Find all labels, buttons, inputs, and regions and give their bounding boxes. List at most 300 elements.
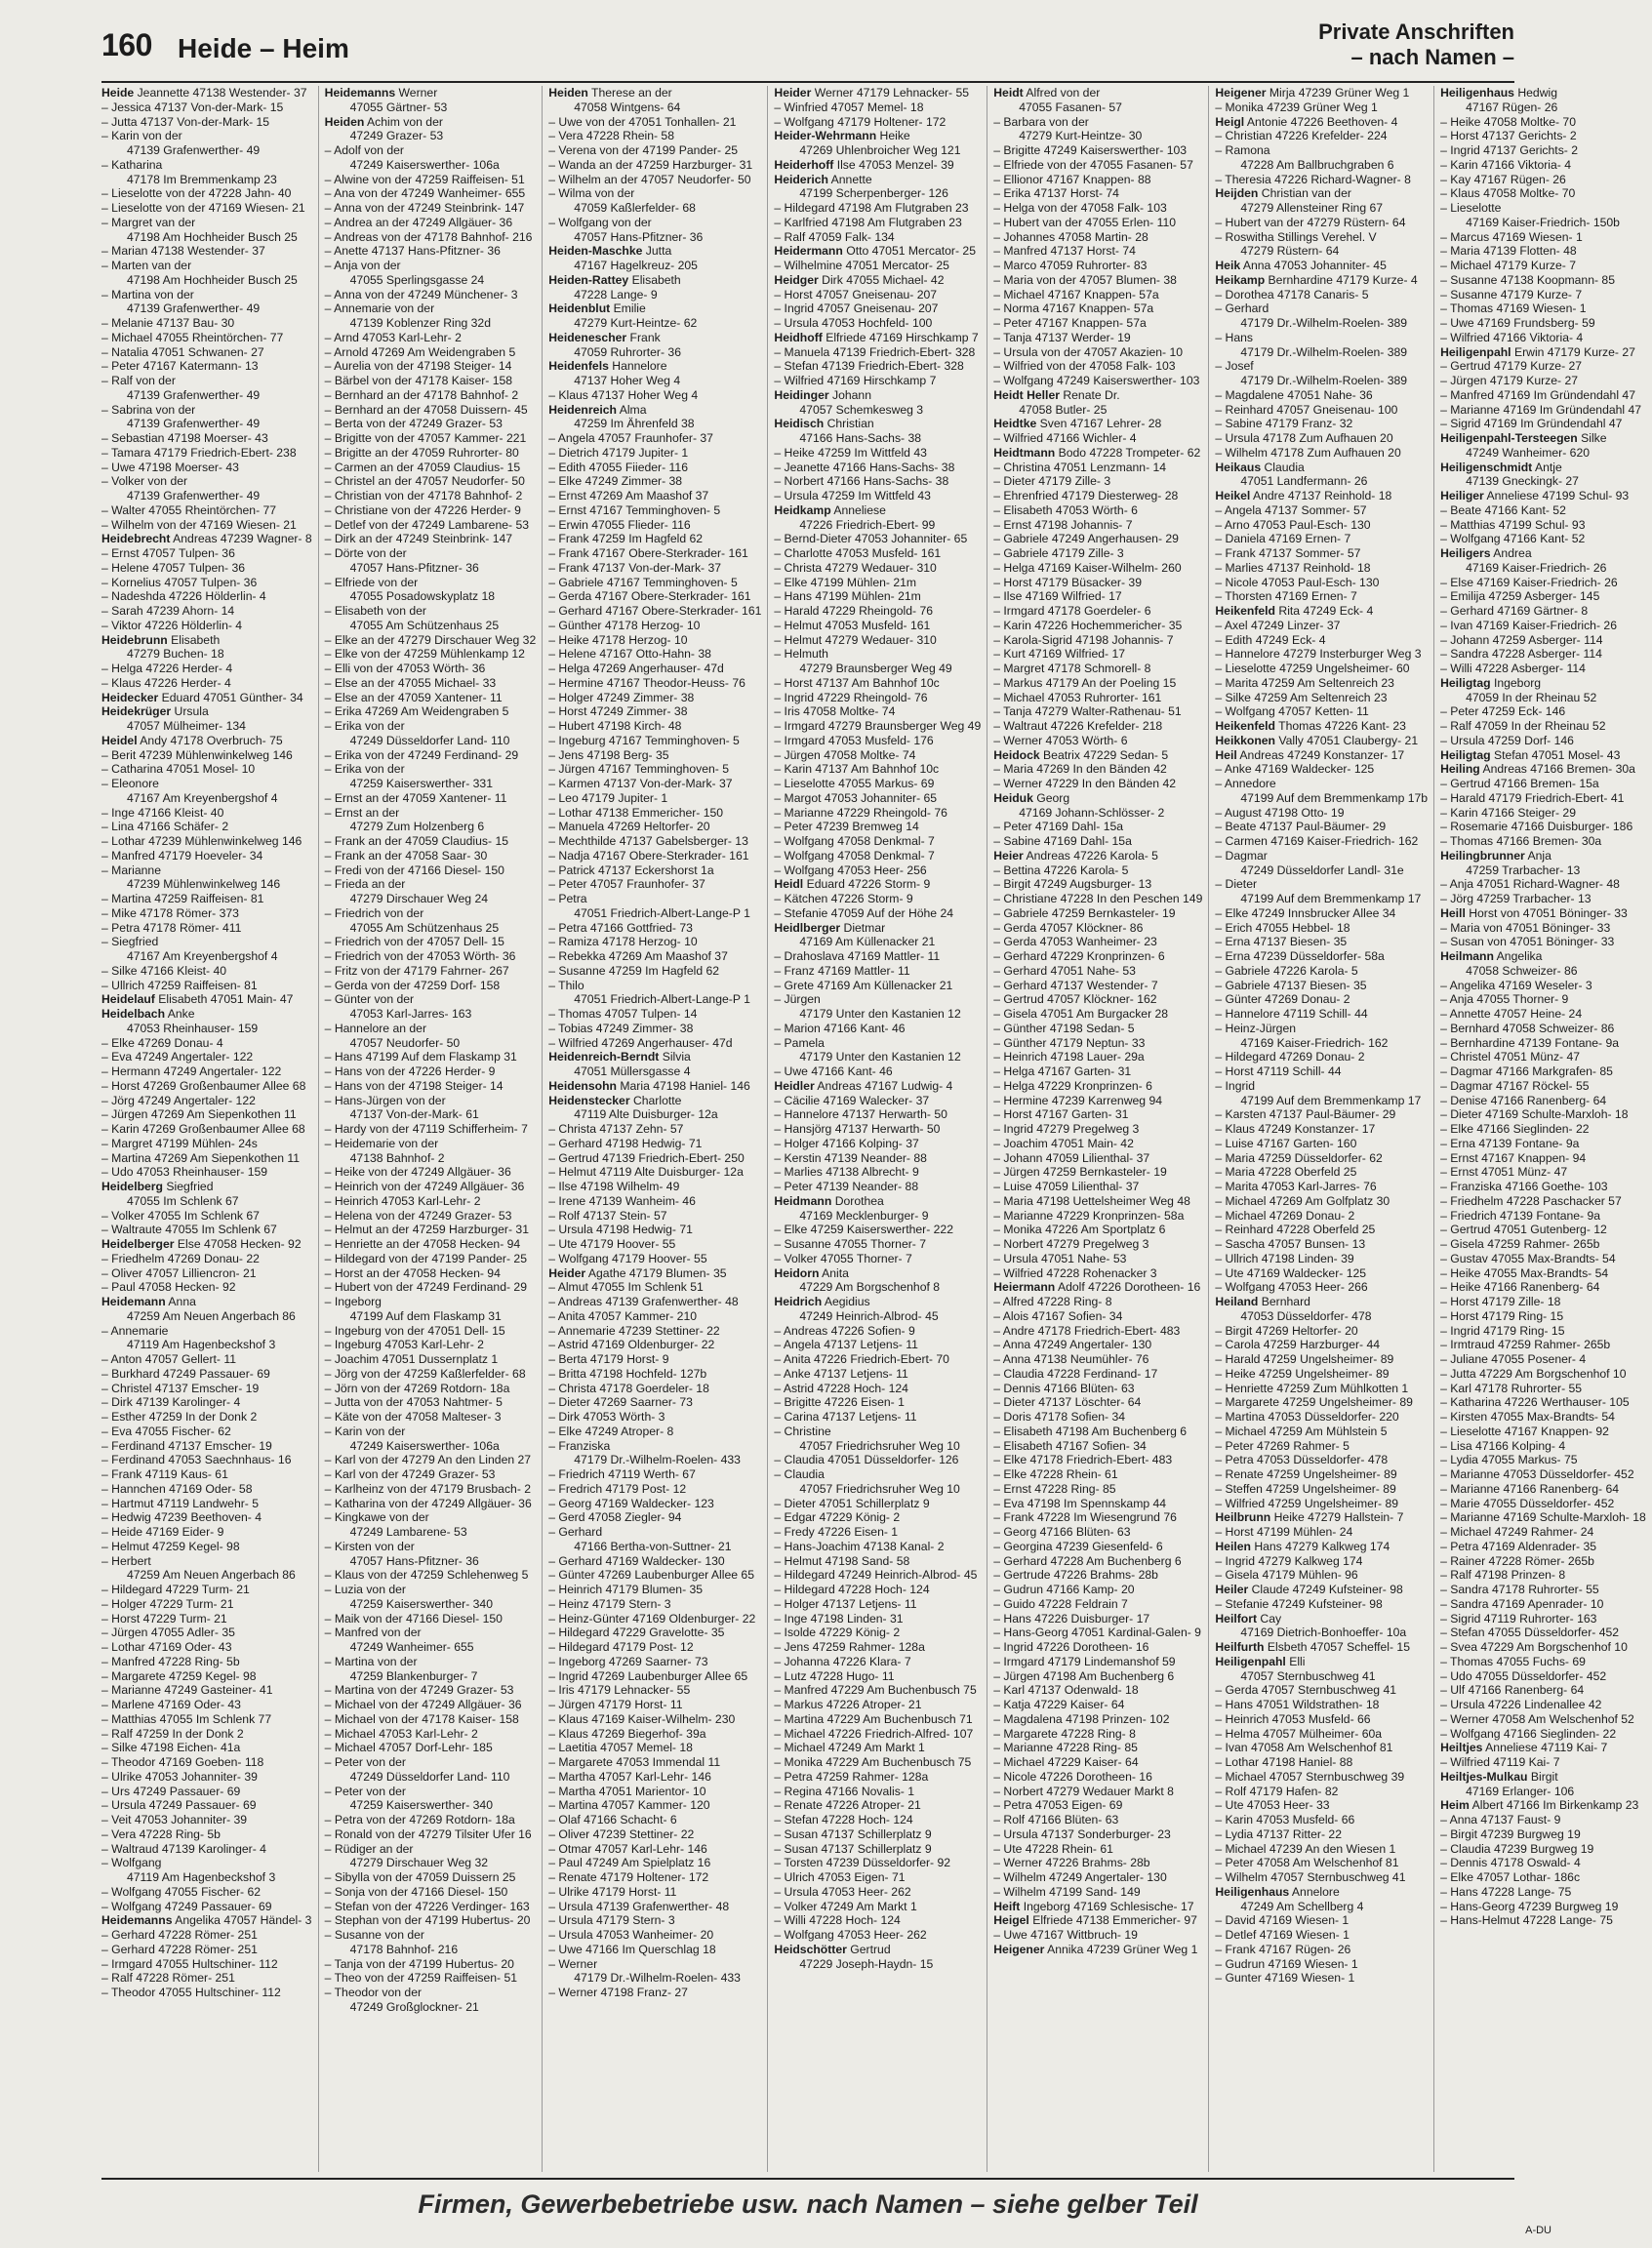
listing-entry: – Ernst 47228 Ring- 85 bbox=[993, 1481, 1116, 1496]
surname: Heiden bbox=[324, 114, 365, 129]
listing-entry: – Ingrid 47279 Kalkweg 174 bbox=[1215, 1553, 1363, 1568]
footer-rule bbox=[101, 2178, 1514, 2180]
surname: Heigl bbox=[1215, 114, 1245, 129]
listing-entry: – Veit 47053 Johanniter- 39 bbox=[101, 1813, 248, 1826]
listing-entry: – Tanja von der 47199 Hubertus- 20 bbox=[324, 1956, 514, 1971]
listing-entry: – Thomas 47057 Tulpen- 14 bbox=[548, 1007, 698, 1021]
listing-entry: – Lothar 47198 Haniel- 88 bbox=[1215, 1755, 1353, 1769]
listing-entry: – Ralf 47228 Römer- 251 bbox=[101, 1971, 235, 1986]
listing-entry: – Ulrike 47179 Horst- 11 bbox=[548, 1884, 677, 1899]
listing-entry: – Verena von der 47199 Pander- 25 bbox=[548, 143, 739, 157]
listing-entry: – Sibylla von der 47059 Duissern 25 bbox=[324, 1870, 516, 1884]
listing-entry: – Martina von der 47249 Grazer- 53 bbox=[324, 1683, 514, 1698]
address-continuation: 47139 Koblenzer Ring 32d bbox=[349, 316, 491, 330]
address-continuation: 47053 Düsseldorfer- 478 bbox=[1240, 1308, 1372, 1323]
listing-entry: – Birgit 47249 Augsburger- 13 bbox=[993, 877, 1152, 892]
listing-entry: – Willi 47228 Hoch- 124 bbox=[774, 1913, 901, 1928]
listing-entry: – Annemarie 47239 Stettiner- 22 bbox=[548, 1323, 720, 1338]
listing-entry: – Heike 47259 Ungelsheimer- 89 bbox=[1215, 1366, 1390, 1381]
listing-entry: – Renate 47179 Holtener- 172 bbox=[548, 1870, 709, 1884]
listing-entry: – Franz 47169 Mattler- 11 bbox=[774, 963, 910, 978]
address-continuation: 47229 Joseph-Haydn- 15 bbox=[799, 1956, 934, 1971]
listing-entry: – Helmut 47119 Alte Duisburger- 12a bbox=[548, 1165, 744, 1180]
listing-entry: – Dietrich 47179 Jupiter- 1 bbox=[548, 445, 689, 460]
surname: Heidtke bbox=[993, 417, 1037, 431]
listing-entry: – Arnd 47053 Karl-Lehr- 2 bbox=[324, 330, 462, 344]
listing-entry: – Karin 47166 Viktoria- 4 bbox=[1440, 157, 1572, 172]
listing-entry: – Rolf 47137 Stein- 57 bbox=[548, 1208, 667, 1223]
listing-entry: – Christina 47051 Lenzmann- 14 bbox=[993, 460, 1167, 474]
surname: Heilfort bbox=[1215, 1611, 1258, 1626]
surname-entry: Heidenescher Frank bbox=[548, 330, 661, 344]
surname-entry: Heider Werner 47179 Lehnacker- 55 bbox=[774, 86, 970, 100]
listing-entry: – Helga 47169 Kaiser-Wilhelm- 260 bbox=[993, 560, 1182, 575]
surname-entry: Heigel Elfriede 47138 Emmericher- 97 bbox=[993, 1913, 1197, 1928]
listing-entry: – Anja von der bbox=[324, 259, 401, 272]
listing-entry: – Tobias 47249 Zimmer- 38 bbox=[548, 1021, 694, 1035]
surname-entry: Heidenstecker Charlotte bbox=[548, 1093, 682, 1107]
listing-entry: – Tanja 47137 Werder- 19 bbox=[993, 330, 1131, 344]
surname-entry: Heiltjes Anneliese 47119 Kai- 7 bbox=[1440, 1741, 1608, 1755]
listing-column-5 bbox=[987, 86, 1208, 2172]
listing-entry: – Marlene 47169 Oder- 43 bbox=[101, 1698, 241, 1711]
surname: Heider bbox=[548, 1265, 586, 1280]
listing-entry: – Hannelore 47279 Insterburger Weg 3 bbox=[1215, 647, 1422, 662]
surname-entry: Heiligenschmidt Antje bbox=[1440, 460, 1562, 474]
listing-entry: – Helga 47269 Angerhauser- 47d bbox=[548, 662, 724, 675]
listing-entry: – Dirk an der 47249 Steinbrink- 147 bbox=[324, 532, 513, 546]
listing-entry: – Britta 47198 Hochfeld- 127b bbox=[548, 1366, 707, 1381]
address-continuation: 47279 Allensteiner Ring 67 bbox=[1240, 201, 1384, 215]
surname-entry: Heidrich Aegidius bbox=[774, 1295, 870, 1308]
listing-entry: – Kirsten von der bbox=[324, 1539, 415, 1553]
listing-entry: – Gerda 47057 Sternbuschweg 41 bbox=[1215, 1683, 1397, 1698]
surname-entry: Heidenreich-Berndt Silvia bbox=[548, 1050, 691, 1064]
listing-entry: – Helmut 47198 Sand- 58 bbox=[774, 1553, 910, 1568]
listing-entry: – Ingrid 47279 Pregelweg 3 bbox=[993, 1122, 1140, 1136]
listing-entry: – Lieselotte bbox=[1440, 201, 1502, 215]
listing-entry: – Isolde 47229 König- 2 bbox=[774, 1626, 901, 1640]
address-continuation: 47169 Am Küllenacker 21 bbox=[799, 935, 936, 949]
surname: Heiligers bbox=[1440, 546, 1491, 560]
listing-entry: – Harald 47229 Rheingold- 76 bbox=[774, 604, 934, 618]
listing-entry: – Ilse 47169 Wilfried- 17 bbox=[993, 589, 1122, 604]
surname: Heidtmann bbox=[993, 445, 1056, 460]
listing-entry: – Wilfried 47169 Hirschkamp 7 bbox=[774, 374, 937, 387]
listing-entry: – Helmuth bbox=[774, 647, 828, 662]
listing-entry: – Michael 47057 Sternbuschweg 39 bbox=[1215, 1769, 1405, 1784]
listing-entry: – Berta von der 47249 Grazer- 53 bbox=[324, 417, 503, 431]
address-continuation: 47249 Kaiserswerther- 106a bbox=[349, 1438, 500, 1453]
listing-entry: – Michael 47226 Friedrich-Alfred- 107 bbox=[774, 1726, 974, 1741]
listing-entry: – Dirk 47139 Karolinger- 4 bbox=[101, 1395, 241, 1410]
listing-entry: – Hans-Helmut 47228 Lange- 75 bbox=[1440, 1913, 1613, 1928]
address-continuation: 47179 Unter den Kastanien 12 bbox=[799, 1050, 961, 1064]
address-continuation: 47228 Lange- 9 bbox=[574, 287, 658, 301]
listing-entry: – Detlef 47169 Wiesen- 1 bbox=[1215, 1928, 1350, 1942]
listing-entry: – Martina 47057 Kammer- 120 bbox=[548, 1798, 710, 1813]
listing-entry: – Claudia 47239 Burgweg 19 bbox=[1440, 1841, 1594, 1856]
listing-entry: – Oliver 47239 Stettiner- 22 bbox=[548, 1826, 695, 1841]
listing-entry: – Arnold 47269 Am Weidengraben 5 bbox=[324, 344, 516, 359]
listing-entry: – Anja 47055 Thorner- 9 bbox=[1440, 992, 1569, 1007]
listing-entry: – Karin 47053 Musfeld- 66 bbox=[1215, 1813, 1355, 1826]
listing-entry: – Irmgard 47178 Goerdeler- 6 bbox=[993, 604, 1151, 618]
listing-entry: – Hans 47228 Lange- 75 bbox=[1440, 1884, 1572, 1899]
surname-entry: Heidl Eduard 47226 Storm- 9 bbox=[774, 877, 931, 892]
listing-entry: – Ursula 47139 Grafenwerther- 48 bbox=[548, 1899, 730, 1913]
listing-entry: – Elke 47057 Lothar- 186c bbox=[1440, 1870, 1581, 1884]
listing-entry: – Lieselotte 47167 Knappen- 92 bbox=[1440, 1424, 1609, 1438]
listing-entry: – Ullrich 47259 Raiffeisen- 81 bbox=[101, 978, 258, 992]
listing-entry: – Ute 47053 Heer- 33 bbox=[1215, 1798, 1330, 1813]
listing-entry: – Ingrid 47179 Ring- 15 bbox=[1440, 1323, 1565, 1338]
address-continuation: 47178 Im Bremmenkamp 23 bbox=[127, 172, 277, 186]
listing-entry: – Erika 47269 Am Weidengraben 5 bbox=[324, 704, 509, 719]
listing-entry: – Jürgen 47259 Bernkasteler- 19 bbox=[993, 1165, 1167, 1180]
surname: Heilingbrunner bbox=[1440, 848, 1525, 863]
listing-entry: – Klaus 47169 Kaiser-Wilhelm- 230 bbox=[548, 1711, 736, 1726]
listing-entry: – Ursula 47198 Hedwig- 71 bbox=[548, 1223, 693, 1237]
surname-entry: Heikenfeld Rita 47249 Eck- 4 bbox=[1215, 604, 1374, 618]
listing-entry: – Wilma von der bbox=[548, 186, 635, 201]
listing-entry: – Theresia 47226 Richard-Wagner- 8 bbox=[1215, 172, 1411, 186]
listing-entry: – Anna 47249 Angertaler- 130 bbox=[993, 1338, 1152, 1352]
surname: Heiligenpahl bbox=[1215, 1654, 1286, 1668]
listing-entry: – Maria 47228 Oberfeld 25 bbox=[1215, 1165, 1357, 1180]
listing-entry: – Aurelia von der 47198 Steiger- 14 bbox=[324, 359, 512, 374]
listing-entry: – Lothar 47239 Mühlenwinkelweg 146 bbox=[101, 834, 302, 848]
address-continuation: 47169 Kaiser-Friedrich- 162 bbox=[1240, 1035, 1389, 1050]
address-continuation: 47137 Von-der-Mark- 61 bbox=[349, 1107, 479, 1122]
listing-entry: – Manfred 47228 Ring- 5b bbox=[101, 1654, 240, 1668]
listing-entry: – Markus 47226 Atroper- 21 bbox=[774, 1698, 922, 1711]
listing-entry: – Andreas 47226 Sofien- 9 bbox=[774, 1323, 915, 1338]
listing-entry: – Vera 47228 Rhein- 58 bbox=[548, 129, 674, 143]
listing-entry: – Hildegard 47229 Turm- 21 bbox=[101, 1583, 250, 1596]
listing-entry: – Mechthilde 47137 Gabelsberger- 13 bbox=[548, 834, 748, 848]
listing-entry: – Andrea an der 47249 Allgäuer- 36 bbox=[324, 215, 513, 229]
listing-entry: – Susanne 47259 Im Hagfeld 62 bbox=[548, 963, 720, 978]
listing-entry: – Waltraut 47226 Krefelder- 218 bbox=[993, 719, 1163, 733]
surname: Heikaus bbox=[1215, 460, 1262, 474]
surname-entry: Heidock Beatrix 47229 Sedan- 5 bbox=[993, 747, 1169, 762]
listing-entry: – Beate 47137 Paul-Bäumer- 29 bbox=[1215, 820, 1387, 834]
address-continuation: 47259 Am Neuen Angerbach 86 bbox=[127, 1568, 296, 1583]
address-continuation: 47198 Am Hochheider Busch 25 bbox=[127, 272, 298, 287]
listing-entry: – Wolfgang 47057 Ketten- 11 bbox=[1215, 704, 1369, 719]
listing-entry: – Lothar 47138 Emmericher- 150 bbox=[548, 805, 724, 820]
listing-entry: – Wilhelm an der 47057 Neudorfer- 50 bbox=[548, 172, 751, 186]
address-continuation: 47055 Posadowskyplatz 18 bbox=[349, 589, 496, 604]
listing-entry: – Kätchen 47226 Storm- 9 bbox=[774, 892, 913, 905]
listing-entry: – Sabine 47169 Dahl- 15a bbox=[993, 834, 1132, 848]
listing-entry: – Claudia 47228 Ferdinand- 17 bbox=[993, 1366, 1158, 1381]
listing-entry: – Werner 47058 Am Welschenhof 52 bbox=[1440, 1711, 1634, 1726]
listing-entry: – Annemarie bbox=[101, 1323, 169, 1338]
listing-entry: – Norbert 47166 Hans-Sachs- 38 bbox=[774, 474, 949, 489]
surname-entry: Heift Ingeborg 47169 Schlesische- 17 bbox=[993, 1899, 1194, 1913]
surname: Heidhoff bbox=[774, 330, 823, 344]
listing-entry: – Elke 47178 Friedrich-Ebert- 483 bbox=[993, 1453, 1173, 1467]
listing-column-1 bbox=[101, 86, 318, 2172]
listing-entry: – Friedhelm 47269 Donau- 22 bbox=[101, 1251, 260, 1265]
listing-entry: – Sonja von der 47166 Diesel- 150 bbox=[324, 1884, 508, 1899]
listing-entry: – Anke 47137 Letjens- 11 bbox=[774, 1366, 908, 1381]
listing-entry: – Horst 47229 Turm- 21 bbox=[101, 1611, 227, 1626]
listing-entry: – Ute 47228 Rhein- 61 bbox=[993, 1841, 1113, 1856]
listing-entry: – Elke von der 47259 Mühlenkamp 12 bbox=[324, 647, 525, 662]
listing-entry: – Tamara 47179 Friedrich-Ebert- 238 bbox=[101, 445, 297, 460]
listing-entry: – Martina 47053 Düsseldorfer- 220 bbox=[1215, 1410, 1399, 1424]
listing-entry: – Heinz-Jürgen bbox=[1215, 1021, 1297, 1035]
listing-entry: – Gisela 47259 Rahmer- 265b bbox=[1440, 1237, 1600, 1251]
listing-entry: – Anita 47226 Friedrich-Ebert- 70 bbox=[774, 1352, 949, 1366]
listing-entry: – Svea 47229 Am Borgschenhof 10 bbox=[1440, 1640, 1628, 1654]
listing-entry: – Christiane von der 47226 Herder- 9 bbox=[324, 502, 521, 517]
listing-entry: – Reinhard 47228 Oberfeld 25 bbox=[1215, 1223, 1376, 1237]
listing-entry: – Ferdinand 47137 Emscher- 19 bbox=[101, 1438, 272, 1453]
listing-entry: – Horst 47269 Großenbaumer Allee 68 bbox=[101, 1078, 306, 1093]
listing-entry: – Marlies 47137 Reinhold- 18 bbox=[1215, 560, 1371, 575]
listing-entry: – Frank 47167 Rügen- 26 bbox=[1215, 1942, 1351, 1956]
listing-entry: – Maria 47198 Uettelsheimer Weg 48 bbox=[993, 1193, 1190, 1208]
listing-entry: – Hubert van der 47279 Rüstern- 64 bbox=[1215, 215, 1406, 229]
listing-entry: – Dieter 47169 Schulte-Marxloh- 18 bbox=[1440, 1107, 1629, 1122]
listing-entry: – Susan von 47051 Böninger- 33 bbox=[1440, 935, 1615, 949]
listing-entry: – Else 47169 Kaiser-Friedrich- 26 bbox=[1440, 575, 1618, 589]
listing-entry: – Grete 47169 Am Küllenacker 21 bbox=[774, 978, 953, 992]
listing-entry: – Wilfried 47269 Angerhauser- 47d bbox=[548, 1035, 733, 1050]
listing-entry: – Elisabeth 47198 Am Buchenberg 6 bbox=[993, 1424, 1188, 1438]
listing-entry: – Alwine von der 47259 Raiffeisen- 51 bbox=[324, 172, 525, 186]
address-continuation: 47259 Am Neuen Angerbach 86 bbox=[127, 1308, 296, 1323]
listing-entry: – Wilfried 47228 Rohenacker 3 bbox=[993, 1265, 1157, 1280]
listing-entry: – Walter 47055 Rheintörchen- 77 bbox=[101, 502, 277, 517]
listing-entry: – Dieter 47051 Schillerplatz 9 bbox=[774, 1496, 930, 1510]
listing-entry: – Ursula 47053 Wanheimer- 20 bbox=[548, 1928, 714, 1942]
surname-entry: Heiland Bernhard bbox=[1215, 1295, 1310, 1308]
listing-entry: – Lieselotte 47055 Markus- 69 bbox=[774, 777, 935, 790]
listing-entry: – Wolfgang 47058 Denkmal- 7 bbox=[774, 848, 935, 863]
listing-entry: – Maria 47139 Flotten- 48 bbox=[1440, 244, 1577, 259]
listing-entry: – Margret 47199 Mühlen- 24s bbox=[101, 1136, 258, 1150]
surname-entry: Heiden Achim von der bbox=[324, 114, 443, 129]
listing-entry: – Thomas 47166 Bremen- 30a bbox=[1440, 834, 1602, 848]
listing-entry: – Rüdiger an der bbox=[324, 1841, 414, 1856]
listing-entry: – Ulf 47166 Ranenberg- 64 bbox=[1440, 1683, 1585, 1698]
listing-entry: – Gerhard 47228 Am Buchenberg 6 bbox=[993, 1553, 1182, 1568]
surname-entry: Heiden-Rattey Elisabeth bbox=[548, 272, 681, 287]
listing-entry: – Maria von der 47057 Blumen- 38 bbox=[993, 272, 1177, 287]
listing-entry: – Horst 47179 Zille- 18 bbox=[1440, 1295, 1561, 1308]
listing-entry: – Lieselotte 47259 Ungelsheimer- 60 bbox=[1215, 662, 1410, 675]
surname: Heiligenschmidt bbox=[1440, 460, 1533, 474]
listing-entry: – Andreas 47139 Grafenwerther- 48 bbox=[548, 1295, 739, 1308]
listing-entry: – Wolfgang 47055 Fischer- 62 bbox=[101, 1884, 262, 1899]
listing-entry: – Iris 47058 Moltke- 74 bbox=[774, 704, 896, 719]
listing-entry: – Petra 47169 Aldenrader- 35 bbox=[1440, 1539, 1597, 1553]
surname: Heidermann bbox=[774, 244, 843, 259]
listing-entry: – Eva 47198 Im Spennskamp 44 bbox=[993, 1496, 1167, 1510]
surname: Heiermann bbox=[993, 1280, 1056, 1295]
listing-entry: – Lydia 47137 Ritter- 22 bbox=[1215, 1826, 1342, 1841]
listing-entry: – Else an der 47055 Michael- 33 bbox=[324, 675, 497, 690]
listing-entry: – Lydia 47055 Markus- 75 bbox=[1440, 1453, 1578, 1467]
listing-entry: – Jutta 47229 Am Borgschenhof 10 bbox=[1440, 1366, 1627, 1381]
listing-entry: – Reinhard 47057 Gneisenau- 100 bbox=[1215, 402, 1398, 417]
listing-entry: – Irmgard 47179 Lindemanshof 59 bbox=[993, 1654, 1176, 1668]
listing-entry: – Hildegard von der 47199 Pander- 25 bbox=[324, 1251, 527, 1265]
listing-entry: – Christel an der 47057 Neudorfer- 50 bbox=[324, 474, 525, 489]
listing-entry: – Elke 47249 Innsbrucker Allee 34 bbox=[1215, 905, 1396, 920]
surname: Heikenfeld bbox=[1215, 719, 1275, 733]
listing-entry: – Hans 47051 Wildstrathen- 18 bbox=[1215, 1698, 1380, 1711]
listing-entry: – Gabriele 47167 Temminghoven- 5 bbox=[548, 575, 738, 589]
surname-entry: Heiligtag Ingeborg bbox=[1440, 675, 1542, 690]
listing-entry: – Gerda 47053 Wanheimer- 23 bbox=[993, 935, 1157, 949]
surname-entry: Heiligenpahl Erwin 47179 Kurze- 27 bbox=[1440, 344, 1635, 359]
listing-entry: – Elfriede von der 47055 Fasanen- 57 bbox=[993, 157, 1193, 172]
surname: Heiligenpahl bbox=[1440, 344, 1511, 359]
listing-entry: – Luise 47167 Garten- 160 bbox=[1215, 1136, 1357, 1150]
listing-entry: – Erika von der bbox=[324, 719, 405, 733]
listing-entry: – Gudrun 47169 Wiesen- 1 bbox=[1215, 1956, 1358, 1971]
listing-entry: – Nicole 47226 Dorotheen- 16 bbox=[993, 1769, 1152, 1784]
listing-entry: – Eleonore bbox=[101, 777, 159, 790]
listing-entry: – Michael 47239 An den Wiesen 1 bbox=[1215, 1841, 1396, 1856]
listing-entry: – Friedhelm 47228 Paschacker 57 bbox=[1440, 1193, 1622, 1208]
listing-entry: – Werner 47198 Franz- 27 bbox=[548, 1986, 688, 1999]
listing-entry: – Günter 47269 Donau- 2 bbox=[1215, 992, 1350, 1007]
listing-entry: – Irmtraud 47259 Rahmer- 265b bbox=[1440, 1338, 1611, 1352]
listing-entry: – Gisela 47051 Am Burgacker 28 bbox=[993, 1007, 1169, 1021]
listing-entry: – Marianne 47228 Ring- 85 bbox=[993, 1741, 1138, 1755]
listing-entry: – Ursula 47178 Zum Aufhauen 20 bbox=[1215, 431, 1393, 445]
address-continuation: 47139 Grafenwerther- 49 bbox=[127, 489, 261, 502]
listing-entry: – Johann 47259 Asberger- 114 bbox=[1440, 632, 1603, 647]
listing-entry: – Frank 47259 Im Hagfeld 62 bbox=[548, 532, 704, 546]
address-continuation: 47051 Friedrich-Albert-Lange-P 1 bbox=[574, 992, 750, 1007]
address-continuation: 47169 Dietrich-Bonhoeffer- 10a bbox=[1240, 1626, 1407, 1640]
listing-entry: – Karsten 47137 Paul-Bäumer- 29 bbox=[1215, 1107, 1396, 1122]
listing-entry: – Dörte von der bbox=[324, 546, 407, 560]
surname: Heiligenpahl-Tersteegen bbox=[1440, 431, 1578, 445]
listing-entry: – Anke 47169 Waldecker- 125 bbox=[1215, 762, 1375, 777]
listing-entry: – Susanne 47055 Thorner- 7 bbox=[774, 1237, 927, 1251]
listing-entry: – Jörg 47259 Trarbacher- 13 bbox=[1440, 892, 1592, 905]
listing-entry: – Wolfgang 47058 Denkmal- 7 bbox=[774, 834, 935, 848]
listing-entry: – Heike 47178 Herzog- 10 bbox=[548, 632, 688, 647]
address-continuation: 47259 Kaiserswerther- 331 bbox=[349, 777, 493, 790]
listing-entry: – Horst 47249 Zimmer- 38 bbox=[548, 704, 688, 719]
listing-entry: – Karin von der bbox=[324, 1424, 406, 1438]
listing-entry: – Horst 47137 Am Bahnhof 10c bbox=[774, 675, 940, 690]
listing-entry: – Holger 47229 Turm- 21 bbox=[101, 1596, 234, 1611]
listing-entry: – Erna 47139 Fontane- 9a bbox=[1440, 1136, 1580, 1150]
listing-entry: – Hannchen 47169 Oder- 58 bbox=[101, 1481, 253, 1496]
listing-entry: – Wilhelmine 47051 Mercator- 25 bbox=[774, 259, 949, 272]
listing-entry: – Gerhard 47137 Westender- 7 bbox=[993, 978, 1158, 992]
address-continuation: 47055 Am Schützenhaus 25 bbox=[349, 920, 500, 935]
listing-entry: – Thorsten 47169 Ernen- 7 bbox=[1215, 589, 1357, 604]
listing-entry: – Ivan 47058 Am Welschenhof 81 bbox=[1215, 1741, 1393, 1755]
listing-entry: – Stefan 47228 Hoch- 124 bbox=[774, 1813, 913, 1826]
listing-entry: – Heide 47169 Eider- 9 bbox=[101, 1525, 224, 1539]
listing-entry: – Peter 47057 Fraunhofer- 37 bbox=[548, 877, 705, 892]
address-continuation: 47198 Am Hochheider Busch 25 bbox=[127, 229, 298, 244]
surname-entry: Heidenfels Hannelore bbox=[548, 359, 667, 374]
surname: Heiderich bbox=[774, 172, 828, 186]
address-continuation: 47249 Düsseldorfer Landl- 31e bbox=[1240, 863, 1404, 877]
listing-entry: – Katharina bbox=[101, 157, 163, 172]
listing-entry: – Gerd 47058 Ziegler- 94 bbox=[548, 1510, 682, 1525]
listing-entry: – Ulrike 47053 Johanniter- 39 bbox=[101, 1769, 258, 1784]
listing-entry: – Heinz-Günter 47169 Oldenburger- 22 bbox=[548, 1611, 756, 1626]
listing-entry: – Hans von der 47198 Steiger- 14 bbox=[324, 1078, 504, 1093]
surname-entry: Heiderhoff Ilse 47053 Menzel- 39 bbox=[774, 157, 954, 172]
listing-entry: – Peter 47139 Neander- 88 bbox=[774, 1180, 919, 1193]
surname: Heidebrecht bbox=[101, 532, 171, 546]
address-continuation: 47167 Am Kreyenbergshof 4 bbox=[127, 949, 278, 963]
listing-entry: – Helmut an der 47259 Harzburger- 31 bbox=[324, 1223, 529, 1237]
listing-entry: – Ute 47179 Hoover- 55 bbox=[548, 1237, 676, 1251]
address-continuation: 47139 Grafenwerther- 49 bbox=[127, 417, 261, 431]
listing-entry: – Berta 47179 Horst- 9 bbox=[548, 1352, 669, 1366]
listing-entry: – Katharina 47226 Werthauser- 105 bbox=[1440, 1395, 1630, 1410]
listing-entry: – Hubert van der 47055 Erlen- 110 bbox=[993, 215, 1177, 229]
address-continuation: 47226 Friedrich-Ebert- 99 bbox=[799, 517, 936, 532]
surname-entry: Heiling Andreas 47166 Bremen- 30a bbox=[1440, 762, 1635, 777]
surname: Heidemann bbox=[101, 1295, 166, 1308]
listing-entry: – Wolfgang 47053 Heer- 256 bbox=[774, 863, 927, 877]
listing-entry: – Paul 47058 Hecken- 92 bbox=[101, 1280, 236, 1295]
listing-entry: – Stefanie 47059 Auf der Höhe 24 bbox=[774, 905, 954, 920]
listing-entry: – Christian 47226 Krefelder- 224 bbox=[1215, 129, 1388, 143]
listing-entry: – Bernhard 47058 Schweizer- 86 bbox=[1440, 1021, 1615, 1035]
listing-entry: – Lina 47166 Schäfer- 2 bbox=[101, 820, 229, 834]
surname-entry: Heikenfeld Thomas 47226 Kant- 23 bbox=[1215, 719, 1406, 733]
listing-entry: – Carmen 47169 Kaiser-Friedrich- 162 bbox=[1215, 834, 1419, 848]
listing-entry: – Martina von der bbox=[324, 1654, 418, 1668]
listing-entry: – Marianne 47229 Rheingold- 76 bbox=[774, 805, 947, 820]
listing-entry: – Wilfried 47166 Viktoria- 4 bbox=[1440, 330, 1584, 344]
address-continuation: 47058 Schweizer- 86 bbox=[1466, 963, 1578, 978]
address-continuation: 47137 Hoher Weg 4 bbox=[574, 374, 681, 387]
listing-entry: – Alois 47167 Sofien- 34 bbox=[993, 1308, 1123, 1323]
listing-entry: – Margot 47053 Johanniter- 65 bbox=[774, 790, 938, 805]
listing-entry: – Marita 47259 Am Seltenreich 23 bbox=[1215, 675, 1394, 690]
surname-entry: Heider Agathe 47179 Blumen- 35 bbox=[548, 1265, 727, 1280]
listing-entry: – Wilhelm 47178 Zum Aufhauen 20 bbox=[1215, 445, 1401, 460]
surname-entry: Heim Albert 47166 Im Birkenkamp 23 bbox=[1440, 1798, 1639, 1813]
surname: Heigener bbox=[1215, 86, 1267, 100]
listing-column-7 bbox=[1433, 86, 1652, 2172]
listing-entry: – Elke an der 47279 Dirschauer Weg 32 bbox=[324, 632, 537, 647]
listing-entry: – Norbert 47279 Wedauer Markt 8 bbox=[993, 1784, 1174, 1798]
listing-entry: – Lutz 47228 Hugo- 11 bbox=[774, 1668, 895, 1683]
listing-entry: – Astrid 47169 Oldenburger- 22 bbox=[548, 1338, 715, 1352]
listing-entry: – Maria 47259 Düsseldorfer- 62 bbox=[1215, 1150, 1383, 1165]
listing-entry: – Erwin 47055 Flieder- 116 bbox=[548, 517, 691, 532]
listing-entry: – Georg 47166 Blüten- 63 bbox=[993, 1525, 1131, 1539]
listing-entry: – Michael von der 47178 Kaiser- 158 bbox=[324, 1711, 519, 1726]
listing-entry: – Horst 47119 Schill- 44 bbox=[1215, 1064, 1342, 1078]
listing-entry: – Denise 47166 Ranenberg- 64 bbox=[1440, 1093, 1607, 1107]
listing-entry: – Ursula 47179 Stern- 3 bbox=[548, 1913, 675, 1928]
listing-entry: – Udo 47053 Rheinhauser- 159 bbox=[101, 1165, 268, 1180]
listing-entry: – Ursula 47053 Heer- 262 bbox=[774, 1884, 911, 1899]
